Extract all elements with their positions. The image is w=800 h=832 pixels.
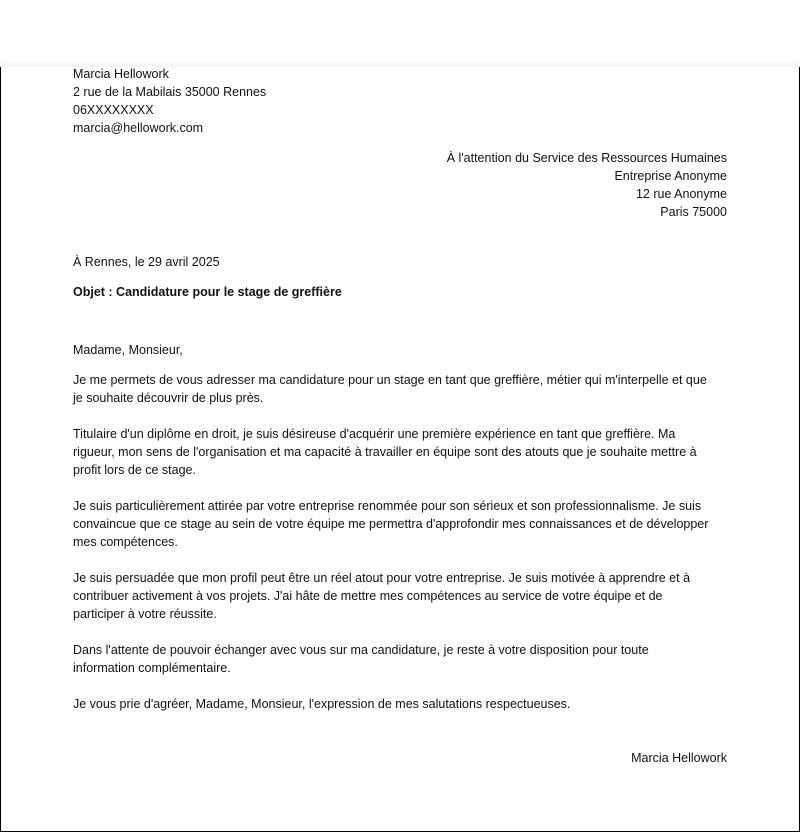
paragraph-line: je souhaite découvrir de plus près. (73, 391, 264, 405)
recipient-company: Entreprise Anonyme (614, 169, 727, 183)
sender-address: 2 rue de la Mabilais 35000 Rennes (73, 85, 267, 99)
recipient-city: Paris 75000 (660, 205, 727, 219)
body-paragraph (73, 371, 727, 407)
paragraph-line: Titulaire d'un diplôme en droit, je suis désireuse d'acquérir une première expérience en tant que greffière. Ma (73, 427, 676, 441)
body-paragraph (73, 569, 727, 623)
recipient-street: 12 rue Anonyme (635, 187, 727, 201)
letter-greeting: Madame, Monsieur, (73, 343, 183, 357)
sender-email: marcia@hellowork.com (73, 121, 204, 135)
body-paragraph (73, 425, 727, 479)
paragraph-line: Je vous prie d'agréer, Madame, Monsieur, l'expression de mes salutations respectueuses. (73, 697, 571, 711)
paragraph-line: contribuer activement à vos projets. J'ai hâte de mettre mes compétences au service de votre équipe et de (73, 589, 663, 603)
body-paragraph (73, 497, 727, 551)
paragraph-line: profit lors de ce stage. (73, 463, 196, 477)
paragraph-line: participer à votre réussite. (73, 607, 217, 621)
recipient-block (73, 149, 727, 221)
sender-name: Marcia Hellowork (73, 67, 169, 81)
paragraph-line: convaincue que ce stage au sein de votre équipe me permettra d'approfondir mes connaissances et de développer (73, 517, 709, 531)
paragraph-line: Je suis persuadée que mon profil peut être un réel atout pour votre entreprise. Je suis motivée à apprendre et à (73, 571, 691, 585)
paragraph-line: Dans l'attente de pouvoir échanger avec vous sur ma candidature, je reste à votre disposition pour toute (73, 643, 649, 657)
paragraph-line: Je me permets de vous adresser ma candidature pour un stage en tant que greffière, métier qui m'interpelle et que (73, 373, 707, 387)
sender-block (73, 65, 727, 137)
paragraph-line: Je suis particulièrement attirée par votre entreprise renommée pour son sérieux et son professionnalisme. Je suis (73, 499, 702, 513)
cover-letter (73, 65, 727, 767)
paragraph-line: rigueur, mon sens de l'organisation et ma capacité à travailler en équipe sont des atouts que je souhaite mettre à (73, 445, 697, 459)
signature: Marcia Hellowork (631, 751, 727, 765)
letter-date: À Rennes, le 29 avril 2025 (73, 255, 220, 269)
recipient-attention: À l'attention du Service des Ressources Humaines (446, 151, 727, 165)
paragraph-line: information complémentaire. (73, 661, 231, 675)
closing-paragraph (73, 695, 727, 713)
sender-phone: 06XXXXXXXX (73, 103, 154, 117)
letter-subject: Objet : Candidature pour le stage de greffière (73, 285, 342, 299)
body-paragraph (73, 641, 727, 677)
paragraph-line: mes compétences. (73, 535, 178, 549)
